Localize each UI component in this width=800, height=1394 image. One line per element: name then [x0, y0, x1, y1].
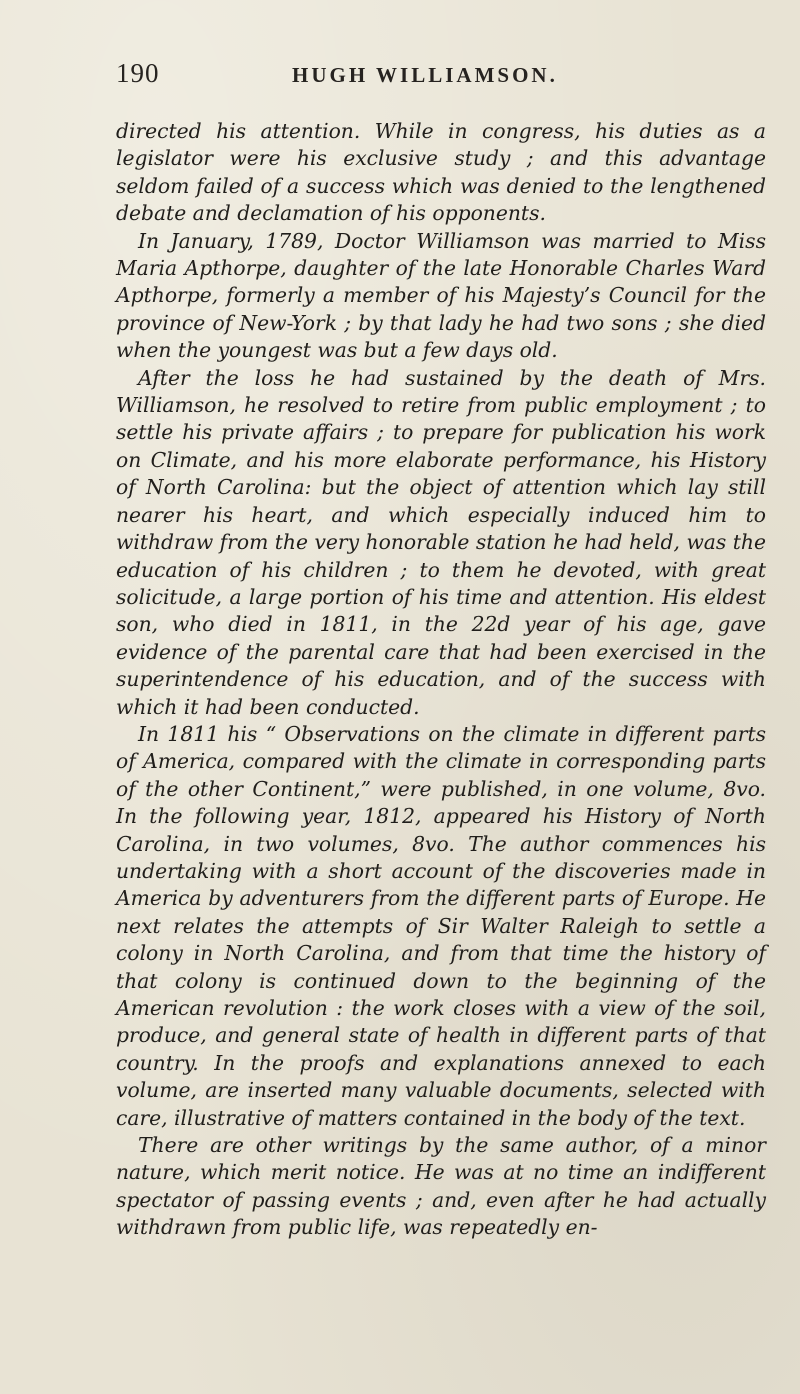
running-title: HUGH WILLIAMSON. — [292, 63, 558, 87]
body-text — [116, 118, 766, 1242]
page-number: 190 — [116, 58, 160, 88]
paragraph: directed his attention. While in congress, his duties as a legislator were his exclusive study ; and this advantage seldom failed of a success which was denied to the lengthened debate and declamation of his opponents. — [116, 119, 766, 226]
paragraph: In January, 1789, Doctor Williamson was married to Miss Maria Apthorpe, daughter of the late Honorable Charles Ward Apthorpe, formerly a member of his Majesty’s Council for the province of New-York ; by that lady he had two sons ; she died when the youngest was but a few days old. — [116, 228, 766, 363]
paragraph: There are other writings by the same author, of a minor nature, which merit notice. He was at no time an indifferent spectator of passing events ; and, even after he had actually withdrawn from public life, was repeatedly en- — [116, 1133, 766, 1240]
paragraph: After the loss he had sustained by the death of Mrs. Williamson, he resolved to retire from public employment ; to settle his private affairs ; to prepare for publication his work on Climate, and his more elaborate performance, his History of North Carolina: but the object of attention which lay still nearer his heart, and which especially induced him to withdraw from the very honorable station he had held, was the education of his children ; to them he devoted, with great solicitude, a large portion of his time and attention. His eldest son, who died in 1811, in the 22d year of his age, gave evidence of the parental care that had been exercised in the superintendence of his education, and of the success with which it had been conducted. — [116, 365, 766, 719]
paragraph: In 1811 his “ Observations on the climate in different parts of America, compared with the climate in corresponding parts of the other Continent,” were published, in one volume, 8vo. In the following year, 1812, appeared his History of North Carolina, in two volumes, 8vo. The author commences his undertaking with a short account of the discoveries made in America by adventurers from the different parts of Europe. He next relates the attempts of Sir Walter Raleigh to settle a colony in North Carolina, and from that time the history of that colony is continued down to the beginning of the American revolution : the work closes with a view of the soil, produce, and general state of health in different parts of that country. In the proofs and explanations annexed to each volume, are inserted many valuable documents, selected with care, illustrative of matters contained in the body of the text. — [116, 721, 766, 1130]
running-head — [116, 58, 766, 92]
